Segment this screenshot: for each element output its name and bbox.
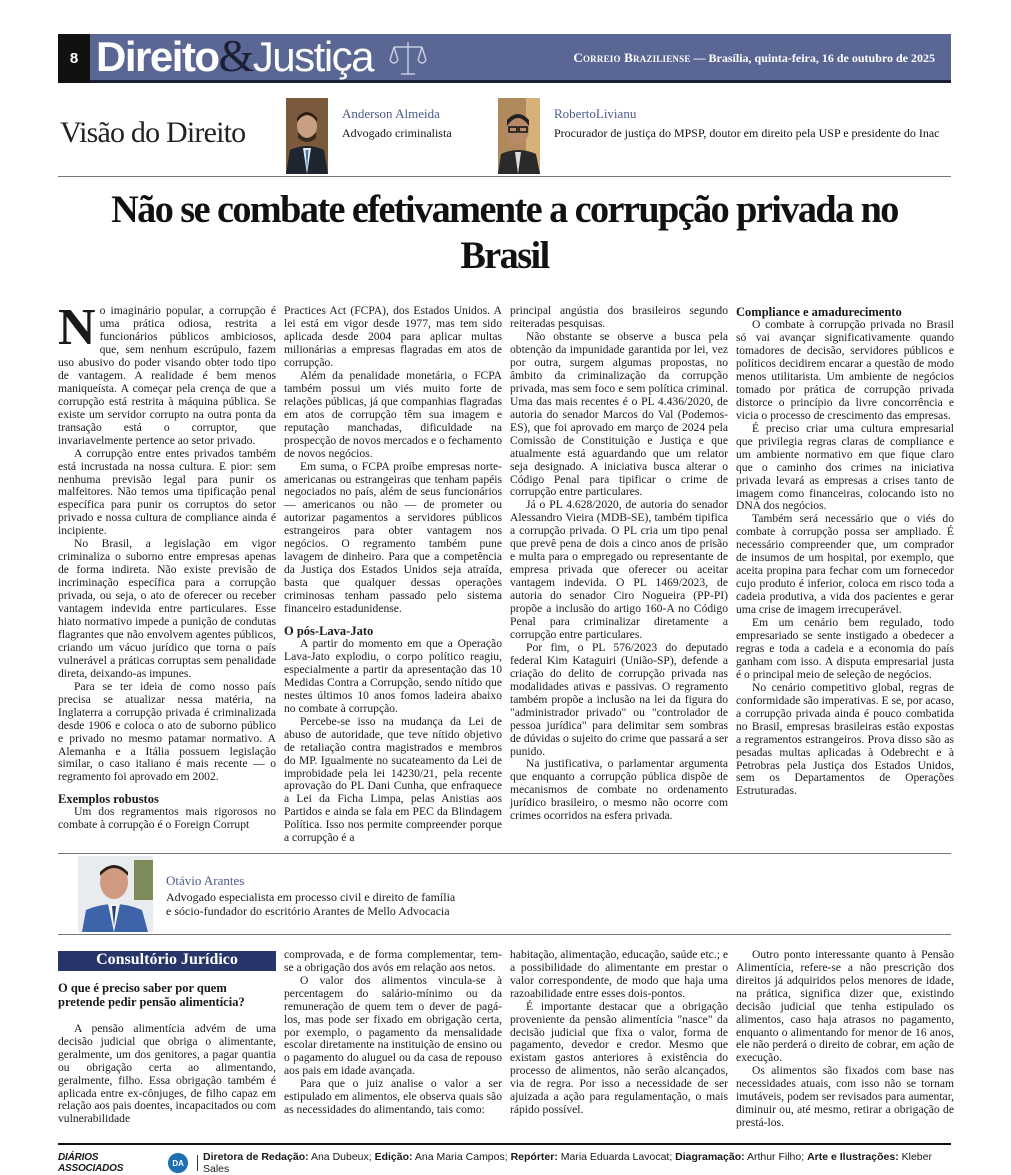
paragraph: Não obstante se observe a busca pela obtenção da impunidade garantida por lei, vez por outra, surgem algumas propostas, no âmbito da criminalização da corrupção privada, mas sem foco e sem política criminal. Uma das mais recentes é o PL 4.436/2020, de autoria do senador Marcos do Val (Podemos-ES), que foi aprovado em março de 2024 pela Comissão de Constituição e Justiça e que atualmente está aguardando que um relator seja designado. A iniciativa busca alterar o Código Penal para tipificar o crime de corrupção entre particulares. [510,330,728,499]
consultorio-section [58,948,954,1141]
scales-of-justice-icon [388,38,428,78]
paragraph: Para se ter ideia de como nosso país precisa se atualizar nessa matéria, na Inglaterra a corrupção privada é criminalizada desde 1906 e coloca o ato de suborno público e privado no mesmo patamar normativo. A Alemanha e a Itália possuem legislação similar, o caso italiano é mais recente — o regramento foi aprovado em 2002. [58,679,276,784]
subheading: O pós-Lava-Jato [284,624,374,638]
consultorio-badge: Consultório Jurídico [58,951,276,971]
paragraph: A corrupção entre entes privados também está incrustada na nossa cultura. E pior: sem nenhuma previsão legal para punir os malfeitores. Não temos uma tipificação penal específica para punir os corruptos do setor privado e nossa cultura de compliance ainda é incipiente. [58,446,276,538]
paragraph: Por fim, o PL 576/2023 do deputado federal Kim Kataguiri (União-SP), defende a criação do delito de corrupção privada nas modalidades ativas e passivas. O regramento também propõe a inclusão na lei da figura do "administrador privado" ou "controlador de pessoa jurídica" para delimitar sem sombras de dúvidas o sujeito do crime que passará a ser punido. [510,640,728,758]
drop-cap: N [58,299,96,357]
author-role: Advogado criminalista [342,126,452,140]
paragraph: Também será necessário que o viés do combate à corrupção possa ser ampliado. É necessário compreender que, um comprador de insumos de um hospital, por exemplo, que aceita propina para fechar com um fornecedor cujo produto é inferior, coloca em risco toda a cadeia produtiva, a vida dos pacientes e gerar uma crise de imagem irrecuperável. [736,512,954,617]
author-role: Procurador de justiça do MPSP, doutor em direito pela USP e presidente do Inac [554,126,940,140]
author-photo [286,98,328,174]
diarios-associados-brand: DIÁRIOS ASSOCIADOS [58,1152,124,1175]
paragraph: Practices Act (FCPA), dos Estados Unidos. A lei está em vigor desde 1977, mas tem sido aplicada desde 2004 para aplicar multas milionárias a empresas flagradas em atos de corrupção. [284,304,502,369]
paragraph: É preciso criar uma cultura empresarial que privilegia regras claras de compliance e um ambiente normativo em que fique claro que o caminho dos crimes na iniciativa privada levará as empresas a crises tanto de imagem como financeiras, colocando isto no DNA dos negócios. [736,421,954,513]
paragraph: habitação, alimentação, educação, saúde etc.; e a possibilidade do alimentante em prestar o valor correspondente, de modo que haja uma razoabilidade entre esses dois-pontos. [510,948,728,1000]
paragraph: A pensão alimentícia advém de uma decisão judicial que obriga o alimentante, geralmente, um dos genitores, a pagar quantia ou obrigação certa ao alimentando, geralmente, filho. Essa obrigação também é aplicada entre ex-cônjuges, de filho capaz em relação aos pais doentes, incapacitados ou com vulnerabilidade [58,1022,276,1126]
divider [197,1155,198,1171]
author-role-line-2: e sócio-fundador do escritório Arantes de Mello Advocacia [166,904,450,919]
author-roberto [498,98,939,174]
section-title-part2: Justiça [252,33,374,80]
newspaper-page [58,30,954,1175]
column-header [58,94,951,177]
paragraph: Além da penalidade monetária, o FCPA também possui um viés muito forte de relações públicas, já que companhias flagradas em atos de corrupção têm sua imagem e reputação manchadas, dificuldade na prospecção de novos mercados e o fechamento de novos negócios. [284,368,502,460]
paragraph: O valor dos alimentos vincula-se à percentagem do salário-mínimo ou da remuneração de quem tem o dever de pagá-los, mas pode ser fixado em obrigação certa, por exemplo, o pagamento da mensalidade escolar diretamente na instituição de ensino ou o pagamento do aluguel ou da casa de repouso aos pais em idade avançada. [284,973,502,1078]
paragraph: A partir do momento em que a Operação Lava-Jato explodiu, o corpo político reagiu, especialmente a partir da apresentação das 10 Medidas Contra a Corrupção, sendo nítido que nestes últimos 10 anos fomos ladeira abaixo no combate à corrupção. [284,637,502,715]
paragraph: comprovada, e de forma complementar, tem-se a obrigação dos avós em relação aos netos. [284,948,502,975]
paragraph: No imaginário popular, a corrupção é uma prática odiosa, restrita a funcionários públicos ambiciosos, que, sem nenhum escrúpulo, fazem uso abusivo do poder visando obter todo tipo de vantagem. A realidade é bem menos maniqueísta. A começar pela crença de que a corrupção está restrita à máquina pública. Se existe um servidor corrupto na outra ponta da transação está o corruptor, que invariavelmente pertence ao setor privado. [58,299,276,447]
consultorio-column-2 [284,949,502,1141]
paragraph: Na justificativa, o parlamentar argumenta que enquanto a corrupção pública dispõe de mecanismos de combate no ordenamento jurídico brasileiro, o mesmo não ocorre com crimes ocorridos na esfera privada. [510,757,728,823]
article-headline: Não se combate efetivamente a corrupção privada no Brasil [111,188,898,277]
page-number: 8 [58,34,90,83]
author-anderson [286,98,452,174]
article-column-2 [284,305,502,850]
author-name: RobertoLivianu [554,106,637,121]
paragraph: Já o PL 4.628/2020, de autoria do senador Alessandro Vieira (MDB-SE), também tipifica a corrupção privada. O PL cria um tipo penal que prevê pena de dois a cinco anos de prisão e multa para o empregado ou representante de empresa privada que oferecer ou aceitar vantagem indevida. O PL 1469/2023, de autoria do senador Ciro Nogueira (PP-PI) propõe a inclusão do artigo 160-A no Código Penal para criminalizar diretamente a corrupção entre particulares. [510,498,728,641]
paper-dateline [573,50,935,66]
subheading: Exemplos robustos [58,792,159,807]
author-name: Otávio Arantes [166,873,245,889]
column-title: Visão do Direito [60,116,246,149]
consultorio-author-box [58,853,951,935]
paragraph: Para que o juiz analise o valor a ser estipulado em alimentos, ele observa quais são as necessidades do alimentando, tais como: [284,1077,502,1116]
consultorio-column-3 [510,949,728,1141]
article-body [58,299,954,850]
paragraph: Percebe-se isso na mudança da Lei de abuso de autoridade, que teve nítido objetivo de retaliação contra magistrados e membros do MP. Igualmente no sucateamento da Lei de improbidade pela lei 14230/21, pela recente aprovação do PL Dani Cunha, que enfraquece a Lei da Ficha Limpa, pelas Anistias aos Partidos e ainda se fala em PEC da Blindagem Política. Isso nos permite compreender porque a corrupção é a [284,714,502,845]
paragraph: Um dos regramentos mais rigorosos no combate à corrupção é o Foreign Corrupt [58,805,276,832]
paragraph: Em um cenário bem regulado, todo empresariado se sente instigado a obedecer a regras e toda a cadeia e a economia do país ganham com isso. A disputa empresarial justa é o principal meio de seleção de negócios. [736,616,954,681]
paper-date: — Brasília, quinta-feira, 16 de outubro de 2025 [690,51,935,65]
paper-brand: Correio Braziliense [573,50,691,65]
paragraph: O combate à corrupção privada no Brasil só vai avançar significativamente quando tomadores de decisão, servidores públicos e políticos decidirem encarar a questão de modo menos utilitarista. Um ambiente de negócios tomado por prática de corrupção privada distorce o princípio da livre concorrência e vicia o processo de crescimento das empresas. [736,318,954,422]
paragraph: No Brasil, a legislação em vigor criminaliza o suborno entre empresas apenas de forma indireta. Não existe previsão de incriminação específica para a corrupção privada, ou seja, o ato de oferecer ou receber vantagem indevida entre particulares. Esse hiato normativo impede a punição de condutas flagrantes que não envolvem agentes públicos, criando um vácuo jurídico que torna o país vulnerável a práticas corruptas sem penalidade direta, deixando-as impunes. [58,537,276,680]
paragraph: É importante destacar que a obrigação proveniente da pensão alimentícia "nasce" da decisão judicial que fixa o valor, forma de pagamento, devedor e credor. Mesmo que existam gastos anteriores à existência do processo de alimentos, não serão alcançados, via de regra. Por isso a necessidade de ser ajuizada a ação para regulamentação, o mais rápido possível. [510,999,728,1116]
section-title-part1: Direito [96,33,219,80]
author-photo [78,856,153,932]
section-title [96,30,373,83]
article-column-4 [736,305,954,850]
author-name: Anderson Almeida [342,106,440,121]
credits-list: Diretora de Redação: Ana Dubeux; Edição: Ana Maria Campos; Repórter: Maria Eduarda Lavocat; Diagramação: Arthur Filho; Arte e Ilustrações: Kleber Sales [203,1151,932,1175]
subheading: Compliance e amadurecimento [736,305,902,320]
author-photo [498,98,540,174]
diarios-associados-logo-icon: DA [168,1153,188,1173]
consultorio-question: O que é preciso saber por quem pretende pedir pensão alimentícia? [58,981,245,1010]
consultorio-column-1 [58,949,276,1141]
paragraph: No cenário competitivo global, regras de conformidade são imperativas. E se, por acaso, a corrupção privada ainda é pouco combatida no Brasil, empresas brasileiras estão expostas a regramentos estrangeiros. Prova disso são as pesadas multas aplicadas à Odebrecht e à Petrobras pela Justiça dos Estados Unidos, sem os Departamentos de Operações Estruturadas. [736,680,954,798]
paragraph: Em suma, o FCPA proíbe empresas norte-americanas ou estrangeiras que tenham papéis negociados no país, além de seus funcionários — americanos ou não — de prometer ou autorizar pagamentos a servidores públicos estrangeiros para obter vantagem nos negócios. O regramento também pune lavagem de dinheiro. Para que a competência da Justiça dos Estados Unidos seja atraída, basta que qualquer dessas operações criminosas tenham passado pelo sistema financeiro estadunidense. [284,459,502,616]
paragraph: Outro ponto interessante quanto à Pensão Alimentícia, refere-se a não prescrição dos direitos já adquiridos pelos menores de idade, na prática, significa dizer que, existindo decisão judicial que tenha estipulado os alimentos, caso haja atrasos no pagamento, enquanto o alimentando for menor de 16 anos, ele não perderá o direito de cobrar, em ação de execução. [736,948,954,1065]
author-role-line-1: Advogado especialista em processo civil e direito de família [166,890,456,905]
article-column-3 [510,305,728,850]
section-title-ampersand: & [218,30,253,81]
paragraph: Os alimentos são fixados com base nas necessidades atuais, com isso não se tornam imutáveis, podem ser revisados para aumentar, diminuir ou, até mesmo, retirar a obrigação de prestá-los. [736,1064,954,1129]
consultorio-column-4 [736,949,954,1141]
paragraph: principal angústia dos brasileiros segundo reiteradas pesquisas. [510,304,728,331]
section-masthead [58,30,951,83]
article-column-1 [58,299,276,850]
